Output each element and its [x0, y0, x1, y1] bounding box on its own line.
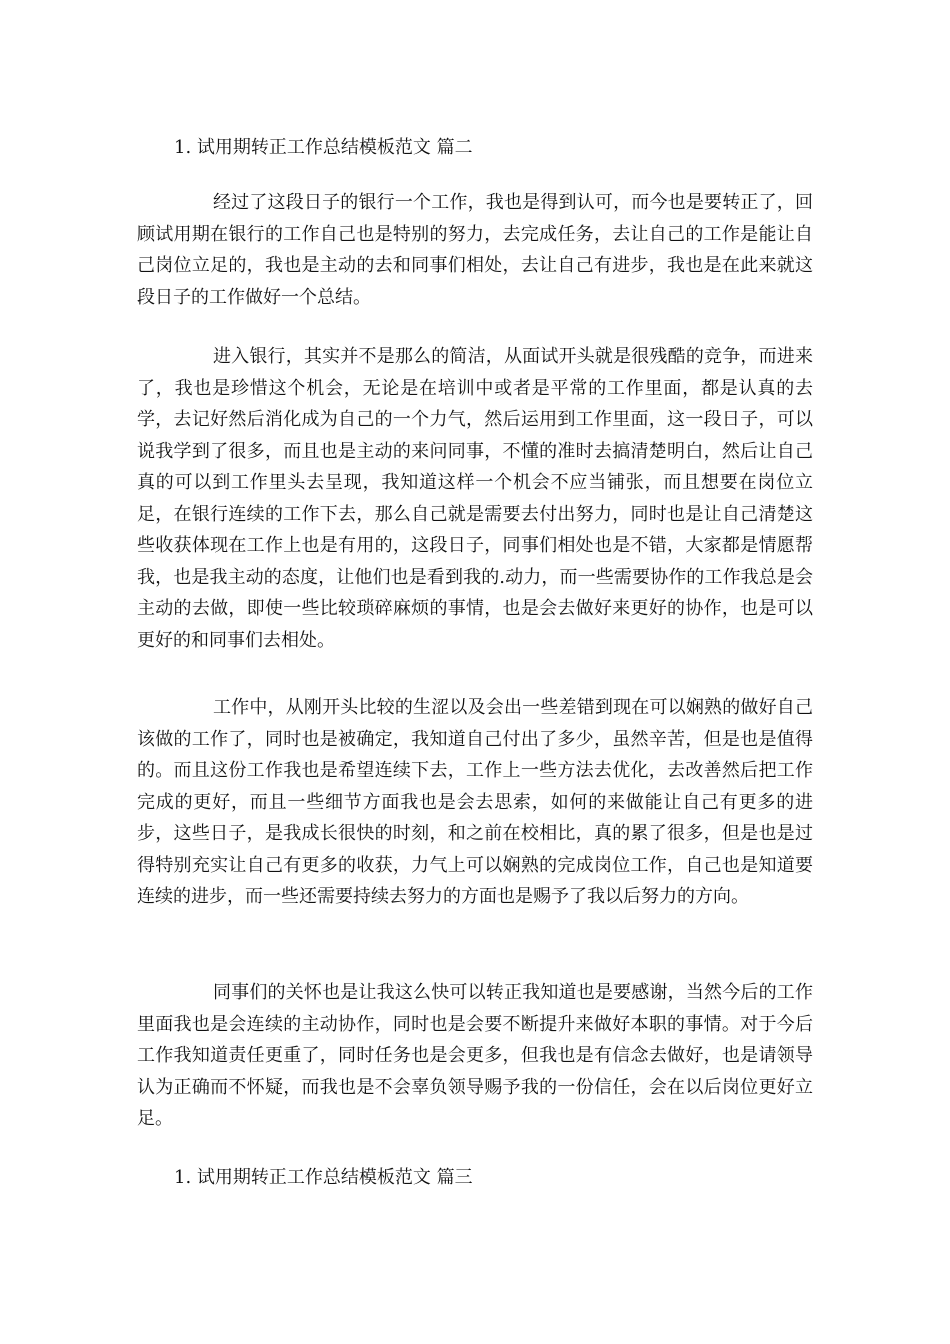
paragraph-1: 经过了这段日子的银行一个工作，我也是得到认可，而今也是要转正了，回顾试用期在银行的工作自己也是特别的努力，去完成任务，去让自己的工作是能让自己岗位立足的，我也是主动的去和同事们相处，去让自己有进步，我也是在此来就这段日子的工作做好一个总结。	[137, 192, 813, 308]
paragraph-3: 工作中，从刚开头比较的生涩以及会出一些差错到现在可以娴熟的做好自己该做的工作了，同时也是被确定，我知道自己付出了多少，虽然辛苦，但是也是值得的。而且这份工作我也是希望连续下去，工作上一些方法去优化，去改善然后把工作完成的更好，而且一些细节方面我也是会去思索，如何的来做能让自己有更多的进步，这些日子，是我成长很快的时刻，和之前在校相比，真的累了很多，但是也是过得特别充实让自己有更多的收获，力气上可以娴熟的完成岗位工作，自己也是知道要连续的进步，而一些还需要持续去努力的方面也是赐予了我以后努力的方向。	[137, 697, 813, 907]
paragraph-2: 进入银行，其实并不是那么的简洁，从面试开头就是很残酷的竞争，而进来了，我也是珍惜这个机会，无论是在培训中或者是平常的工作里面，都是认真的去学，去记好然后消化成为自己的一个力气，然后运用到工作里面，这一段日子，可以说我学到了很多，而且也是主动的来问同事，不懂的准时去搞清楚明白，然后让自己真的可以到工作里头去呈现，我知道这样一个机会不应当铺张，而且想要在岗位立足，在银行连续的工作下去，那么自己就是需要去付出努力，同时也是让自己清楚这些收获体现在工作上也是有用的，这段日子，同事们相处也是不错，大家都是情愿帮我，也是我主动的态度，让他们也是看到我的.动力，而一些需要协作的工作我总是会主动的去做，即使一些比较琐碎麻烦的事情，也是会去做好来更好的协作，也是可以更好的和同事们去相处。	[137, 346, 813, 651]
section-heading-part-two: 1. 试用期转正工作总结模板范文 篇二	[174, 137, 473, 158]
section-heading-part-three: 1. 试用期转正工作总结模板范文 篇三	[174, 1167, 473, 1188]
paragraph-4: 同事们的关怀也是让我这么快可以转正我知道也是要感谢，当然今后的工作里面我也是会连续的主动协作，同时也是会要不断提升来做好本职的事情。对于今后工作我知道责任更重了，同时任务也是会更多，但我也是有信念去做好，也是请领导认为正确而不怀疑，而我也是不会辜负领导赐予我的一份信任，会在以后岗位更好立足。	[137, 982, 813, 1129]
